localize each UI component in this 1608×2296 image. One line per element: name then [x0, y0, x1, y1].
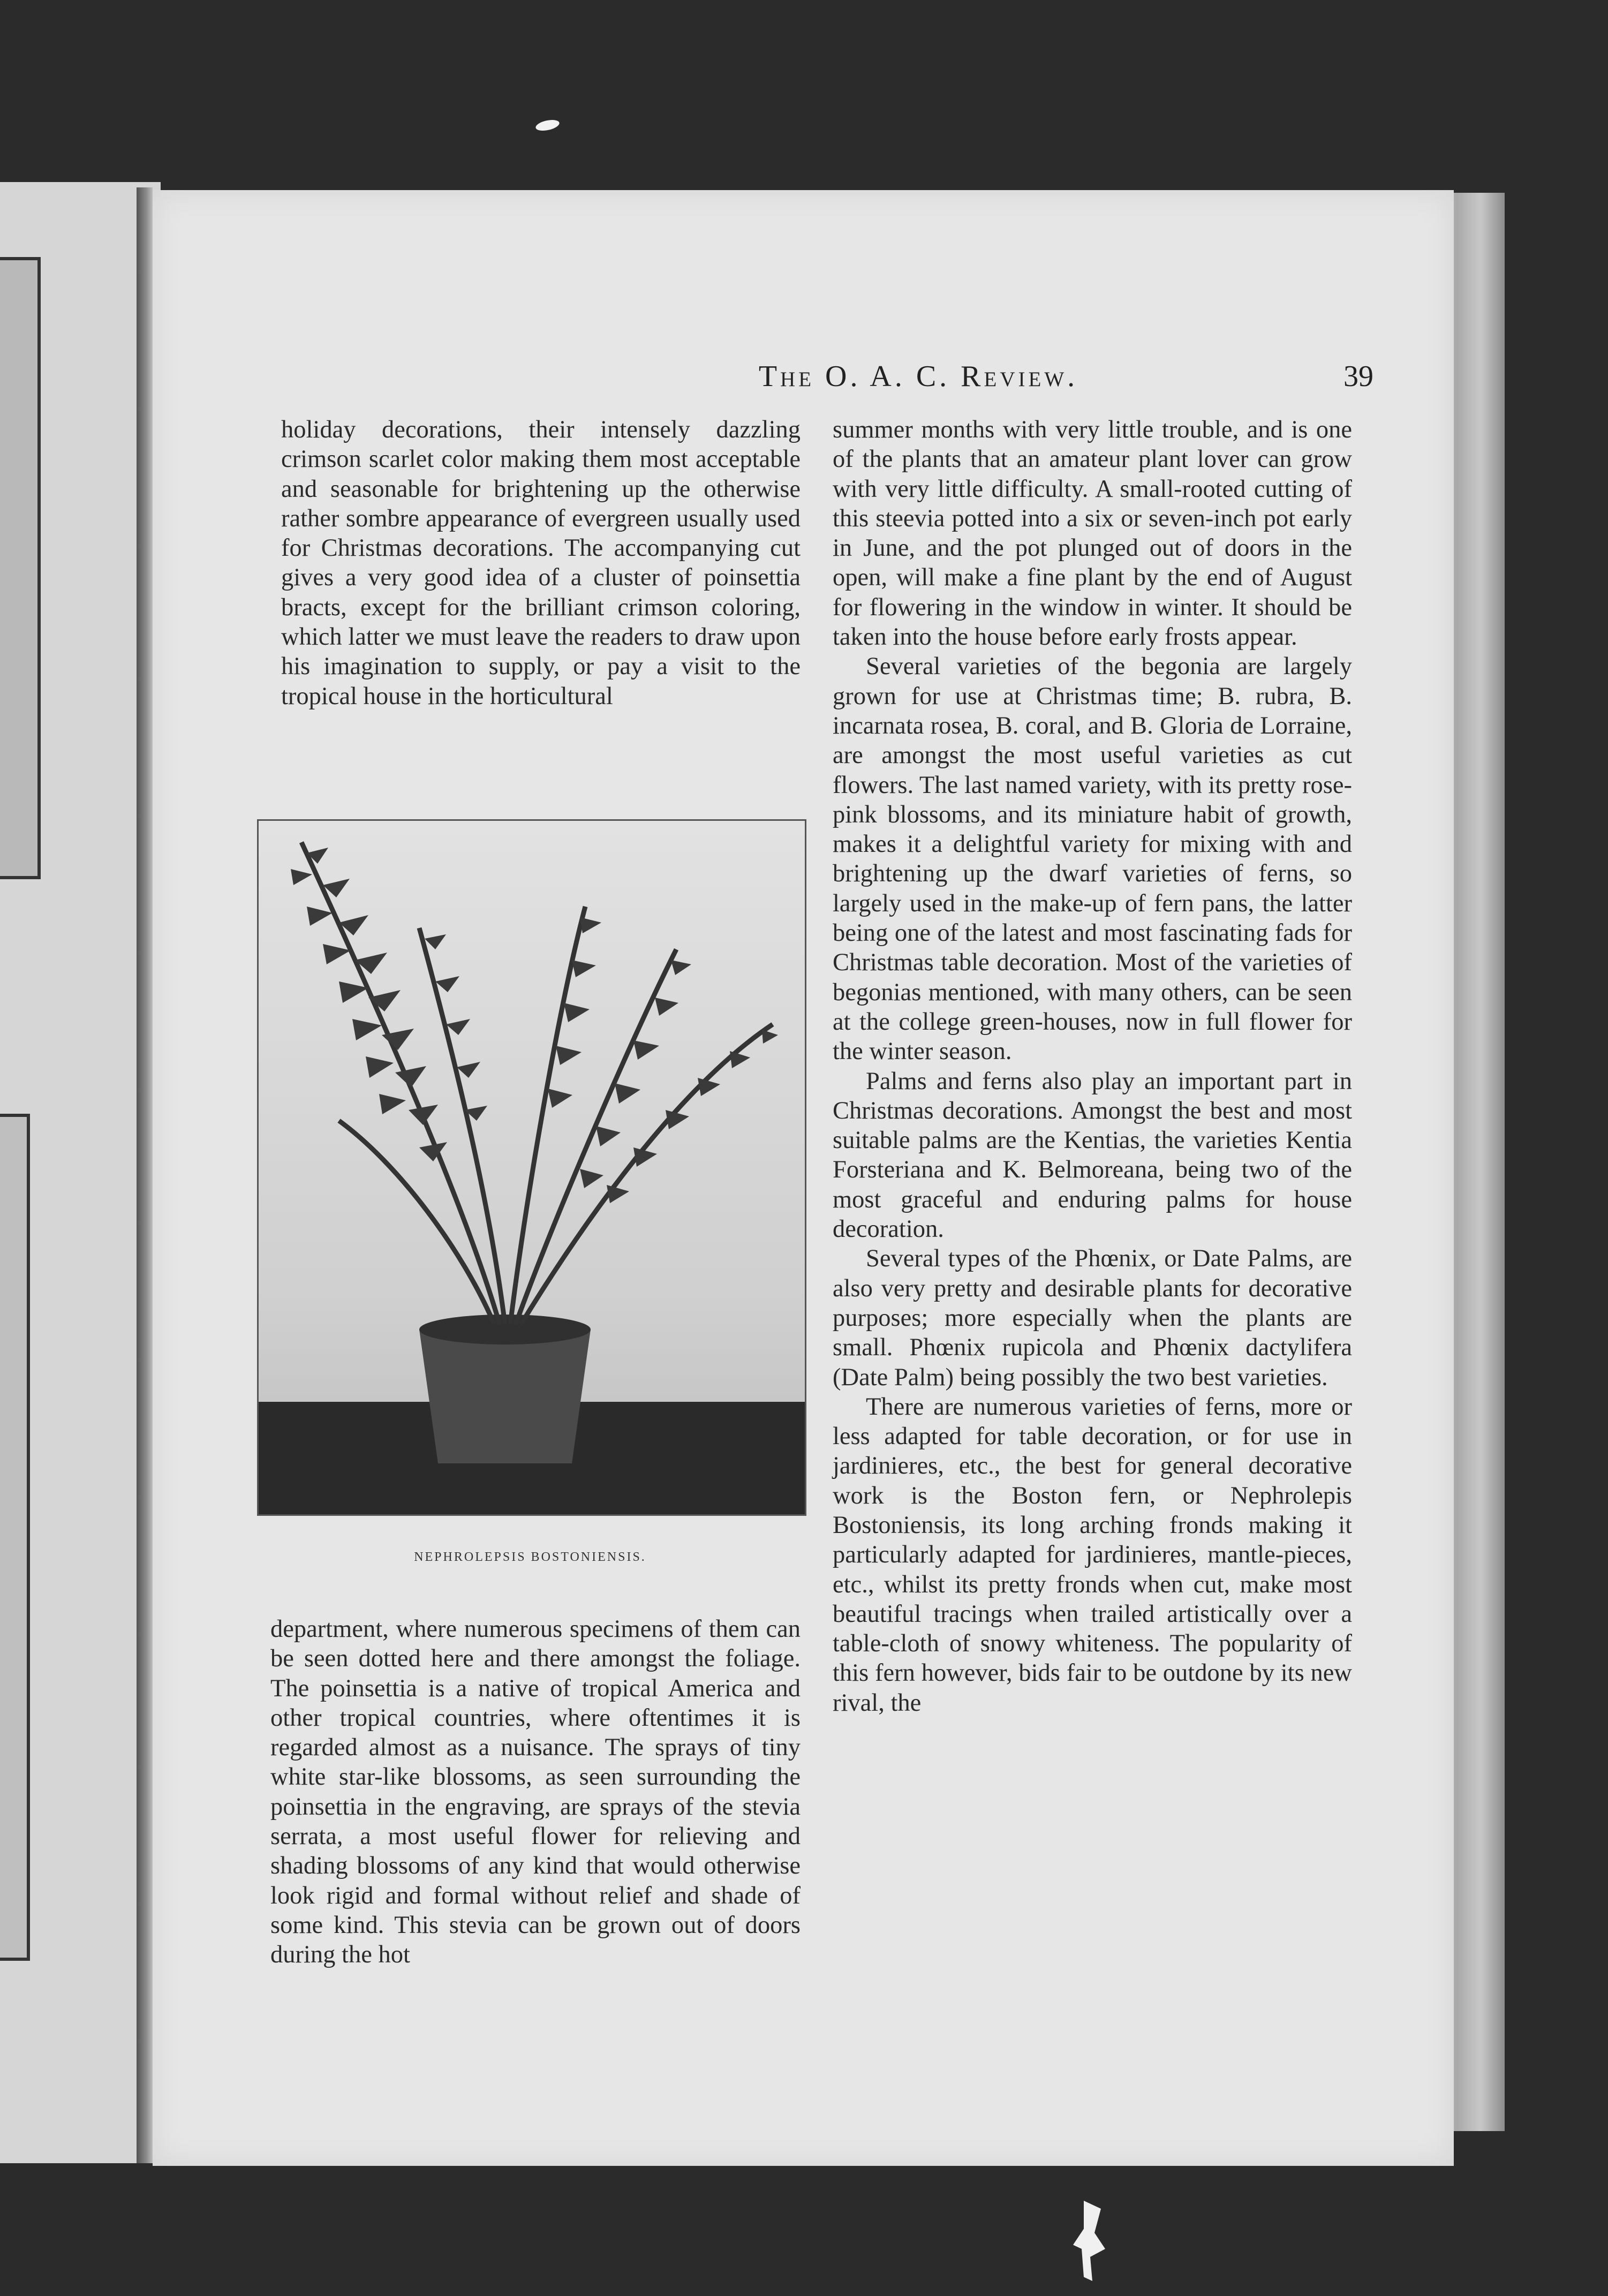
paragraph: summer months with very little trouble, and is one of the plants that an amateur plant lover can grow with very little difficulty. A small-rooted cutting of this steevia potted into a six or seven-inch pot early in June, and the pot plunged out of doors in the open, will make a fine plant by the end of August for flowering in the window in winter. It should be taken into the house before early frosts appear.: [833, 416, 1352, 651]
page-number: 39: [1343, 360, 1373, 393]
paragraph: holiday decorations, their intensely dazzling crimson scarlet color making them most acceptable and seasonable for brightening up the otherwise rather sombre appearance of evergreen usually used for Christmas decorations. The accompanying cut gives a very good idea of a cluster of poinsettia bracts, except for the brilliant crimson coloring, which latter we must leave the readers to draw upon his imagination to supply, or pay a visit to the tropical house in the horticultural: [281, 416, 801, 710]
paragraph: Several types of the Phœnix, or Date Palms, are also very pretty and desirable plants for decorative purposes; more especially when the plants are small. Phœnix rupicola and Phœnix dactylifera (Date Palm) being possibly the two best varieties.: [833, 1245, 1352, 1391]
running-head: The O. A. C. Review.: [758, 360, 1078, 393]
facing-page-illustration-top: [0, 257, 41, 879]
fern-photograph-icon: [259, 821, 805, 1514]
film-speck: [535, 118, 561, 133]
paragraph: Palms and ferns also play an important part in Christmas decorations. Amongst the best and most suitable palms are the Kentias, the varieties Kentia Forsteriana and K. Belmoreana, being two of the most graceful and enduring palms for house decoration.: [833, 1067, 1352, 1243]
right-column: [833, 415, 1352, 1718]
paragraph: Several varieties of the begonia are largely grown for use at Christmas time; B. rubra, B. incarnata rosea, B. coral, and B. Gloria de Lorraine, are amongst the most useful varieties as cut flowers. The last named variety, with its pretty rose-pink blossoms, and its miniature habit of growth, makes it a delightful variety for mixing with and brightening up the dwarf varieties of ferns, so largely used in the make-up of fern pans, the latter being one of the latest and most fascinating fads for Christmas table decoration. Most of the varieties of begonias mentioned, with many others, can be seen at the college green-houses, now in full flower for the winter season.: [833, 653, 1352, 1066]
left-column-top: [281, 415, 801, 711]
figure-caption: NEPHROLEPSIS BOSTONIENSIS.: [414, 1550, 646, 1564]
facing-page-illustration-bottom: [0, 1114, 30, 1961]
paragraph: department, where numerous specimens of them can be seen dotted here and there amongst the foliage. The poinsettia is a native of tropical America and other tropical countries, where oftentimes it is regarded almost as a nuisance. The sprays of tiny white star-like blossoms, as seen surrounding the poinsettia in the engraving, are sprays of the stevia serrata, a most useful flower for relieving and shading blossoms of any kind that would otherwise look rigid and formal without relief and shade of some kind. This stevia can be grown out of doors during the hot: [270, 1615, 801, 1969]
book-gutter: [137, 187, 153, 2163]
film-speck: [1071, 2201, 1114, 2281]
book-page: [153, 190, 1454, 2166]
fern-photograph: [257, 819, 806, 1516]
paragraph: There are numerous varieties of ferns, more or less adapted for table decoration, or for use in jardinieres, etc., the best for general decorative work is the Boston fern, or Nephrolepis Bostoniensis, its long arching fronds making it particularly adapted for jardinieres, mantle-pieces, etc., whilst its pretty fronds when cut, make most beautiful tracings when trailed artistically over a table-cloth of snowy whiteness. The popularity of this fern however, bids fair to be outdone by its new rival, the: [833, 1393, 1352, 1717]
left-column-bottom: [270, 1614, 801, 1970]
